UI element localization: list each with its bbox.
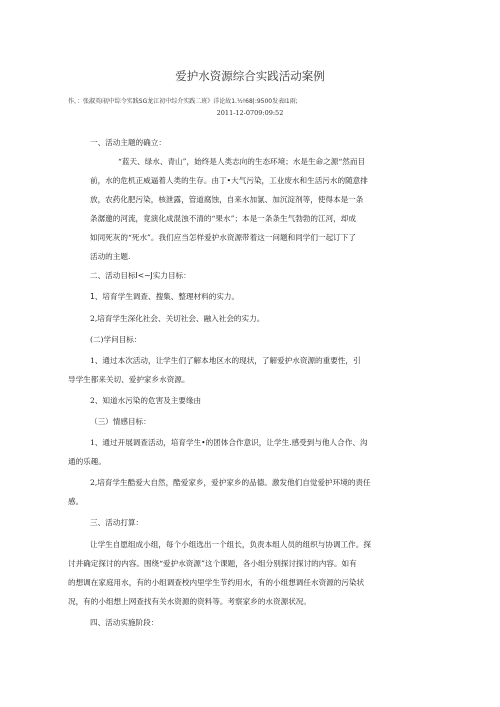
paragraph-line: 让学生自愿组成小组，每个小组选出一个组长，负责本组人员的组织与协调工作。探: [90, 540, 371, 549]
paragraph-line: 活动的主题.: [90, 252, 131, 261]
paragraph-line: 前，水的危机正威逼着人类的生存。由丁•大气污染，工业废水和生活污水的随意排: [90, 176, 368, 185]
paragraph-line: 的想调在家庭用水，有的小组调查校内里学生节约用水，有的小组想调任水资源的污染状: [68, 578, 365, 587]
section-heading-theme: 一、活动主题的确立：: [90, 138, 166, 147]
list-item: 2、知道水污染的危害及主要缘由: [90, 396, 202, 405]
paragraph-line: 导学生都来关切、爱护家乡水资源。: [68, 375, 190, 384]
paragraph-line: 如同死灰的“死水”。我们应当怎样爱护水资源带着这一问题和同学们一起订下了: [90, 233, 356, 242]
subsection-heading: (二)学问目标：: [90, 335, 142, 344]
section-heading-implementation: 四、活动实施阶段：: [90, 618, 159, 627]
section-heading-plan: 三、活动打算：: [90, 518, 144, 527]
list-item: 2,培育学生深化社会、关切社会、融入社会的实力。: [90, 314, 265, 323]
paragraph-line: 感。: [68, 497, 84, 506]
paragraph-line: 2,培育学生酷爱大自然，酷爱家乡，爱护家乡的品德。激发他们自觉爱护环境的责任: [90, 478, 371, 487]
author-info: 作，：张淑英I初中综令实践SG龙江初中综介实践二班》洋论故1.½!68|:9500发表I1雨;: [68, 98, 298, 105]
paragraph-line: 讨并确定探讨的内容。围绕“爱护水资源”这个课题，各小组分别探讨探讨的内容。如有: [68, 559, 357, 568]
publish-date: 2011-12-0709:09:52: [216, 109, 284, 117]
section-heading-goals: 二、活动目标I<~J实力目标：: [90, 271, 191, 280]
paragraph-line: 通的乐趣。: [68, 457, 106, 466]
subsection-heading: （三）情感目标：: [90, 417, 151, 426]
paragraph-line: 1、通过开展调查活动，培育学生•的团体合作意识，让学生.感受到与他人合作、沟: [90, 438, 368, 447]
paragraph-line: 条潺邀的河流，竟演化成混浊不清的“果水”；本是一条条生气勃勃的江河，却成: [90, 214, 356, 223]
paragraph-line: “蓝天、绿水、青山”，始终是人类志向的生态环境；水是生命之源“然而目: [118, 157, 366, 166]
paragraph-line: 况，有的小组想上网查找有关水资源的资料等。考察家乡的水资源状况。: [68, 597, 311, 606]
document-title: 爱护水资源综合实践活动案例: [175, 69, 325, 83]
paragraph-line: 1、通过本次活动，让学生们了解本地区水的现状，了解爱护水资源的重要性，引: [90, 356, 361, 365]
list-item: 1、培育学生调查、搜集、整理材料的实力。: [90, 292, 240, 301]
paragraph-line: 放，农药化肥污染，核泄露，管道腐蚀，自来水加氯、加沉淀剂等，使得本是一条: [90, 195, 364, 204]
